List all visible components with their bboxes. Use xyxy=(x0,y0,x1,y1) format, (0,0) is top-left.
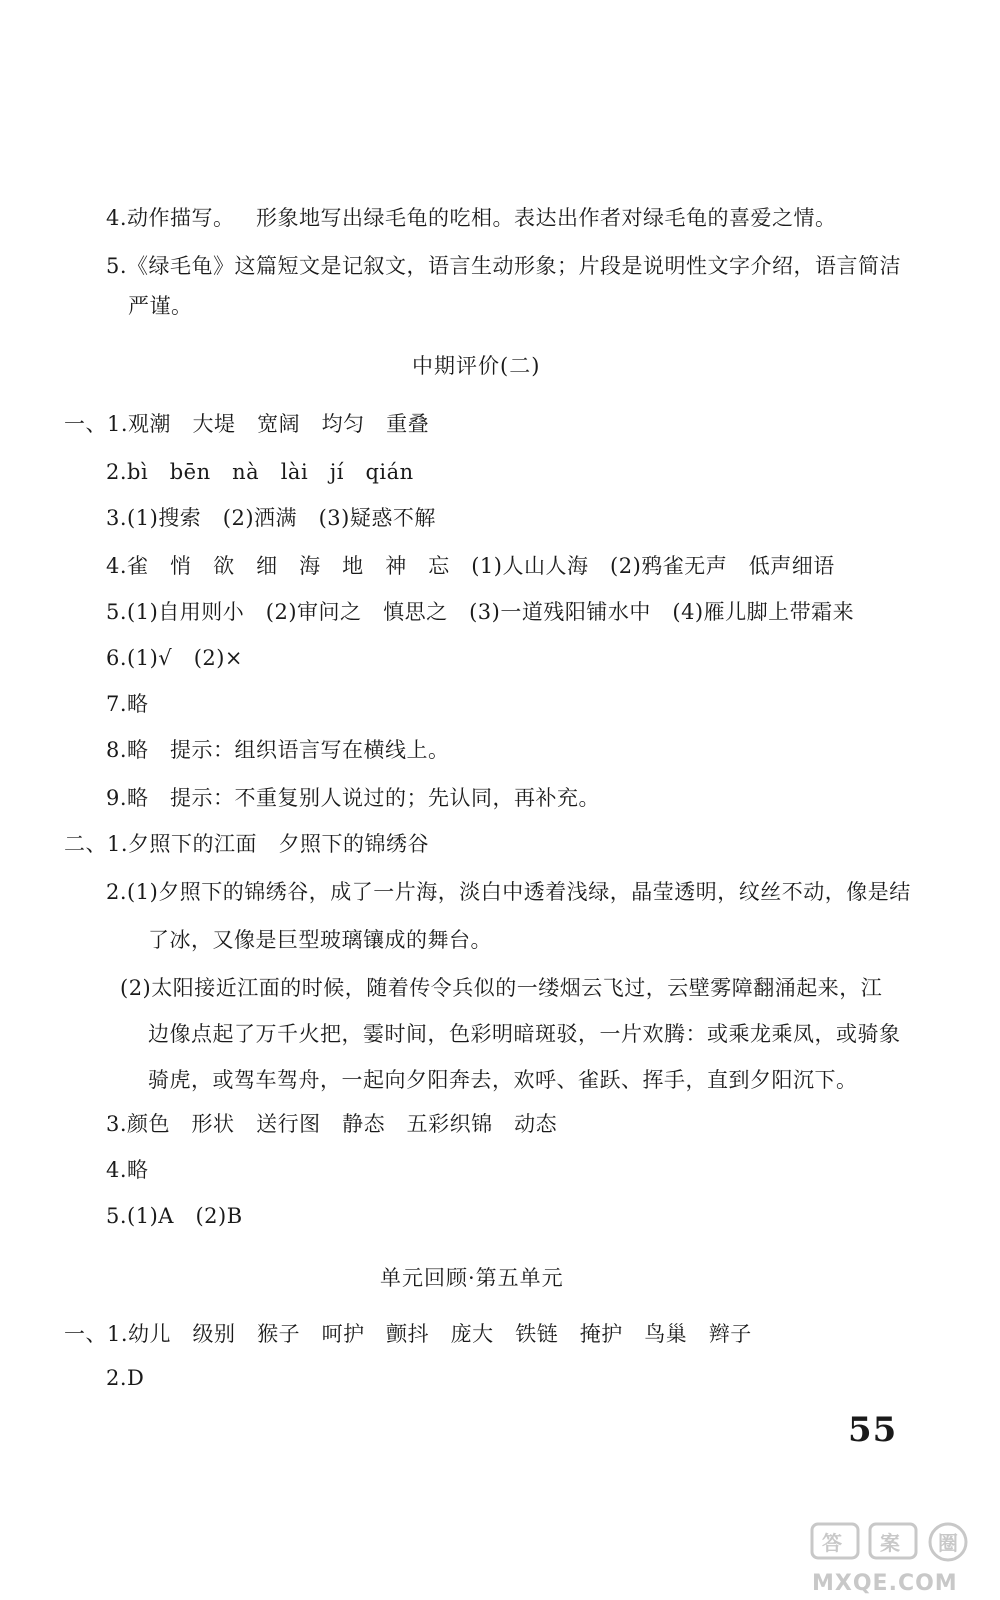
answer-line-5: 5.《绿毛龟》这篇短文是记叙文，语言生动形象；片段是说明性文字介绍，语言简洁 xyxy=(106,254,902,278)
answer-line-1-4: 4.雀 悄 欲 细 海 地 神 忘 (1)人山人海 (2)鸦雀无声 低声细语 xyxy=(106,554,835,578)
answer-line-1-2: 2.bì bēn nà lài jí qián xyxy=(106,460,414,484)
answer-line-2-1: 二、1.夕照下的江面 夕照下的锦绣谷 xyxy=(64,832,430,856)
svg-text:MXQE.COM: MXQE.COM xyxy=(812,1571,958,1596)
answer-line-unit-1-2: 2.D xyxy=(106,1366,145,1390)
section-heading-unit-review: 单元回顾·第五单元 xyxy=(380,1266,564,1290)
answer-line-1-5: 5.(1)自用则小 (2)审问之 慎思之 (3)一道残阳铺水中 (4)雁儿脚上带霜来 xyxy=(106,600,855,624)
svg-text:圈: 圈 xyxy=(938,1531,958,1555)
answer-line-1-9: 9.略 提示：不重复别人说过的；先认同，再补充。 xyxy=(106,786,601,810)
answer-line-2-2-continued: 了冰，又像是巨型玻璃镶成的舞台。 xyxy=(148,928,492,952)
answer-line-2-3: 3.颜色 形状 送行图 静态 五彩织锦 动态 xyxy=(106,1112,558,1136)
answer-line-1-6: 6.(1)√ (2)× xyxy=(106,646,244,670)
answer-line-2-2-part2-continued: 边像点起了万千火把，霎时间，色彩明暗斑驳，一片欢腾：或乘龙乘凤，或骑象 xyxy=(148,1022,901,1046)
answer-line-2-5: 5.(1)A (2)B xyxy=(106,1204,243,1228)
answer-line-1-8: 8.略 提示：组织语言写在横线上。 xyxy=(106,738,450,762)
answer-line-1-1: 一、1.观潮 大堤 宽阔 均匀 重叠 xyxy=(64,412,430,436)
answer-line-2-2-part2-end: 骑虎，或驾车驾舟，一起向夕阳奔去，欢呼、雀跃、挥手，直到夕阳沉下。 xyxy=(148,1068,858,1092)
answer-line-unit-1-1: 一、1.幼儿 级别 猴子 呵护 颤抖 庞大 铁链 掩护 鸟巢 辫子 xyxy=(64,1322,752,1346)
svg-text:案: 案 xyxy=(880,1531,900,1555)
section-heading-midterm: 中期评价(二) xyxy=(412,354,541,378)
answer-line-4: 4.动作描写。 形象地写出绿毛龟的吃相。表达出作者对绿毛龟的喜爱之情。 xyxy=(106,206,837,230)
answer-line-1-3: 3.(1)搜索 (2)洒满 (3)疑惑不解 xyxy=(106,506,436,530)
answer-line-1-7: 7.略 xyxy=(106,692,149,716)
watermark-logo xyxy=(808,1520,988,1596)
svg-text:答: 答 xyxy=(822,1531,842,1555)
answer-line-2-2: 2.(1)夕照下的锦绣谷，成了一片海，淡白中透着浅绿，晶莹透明，纹丝不动，像是结 xyxy=(106,880,911,904)
answer-line-2-2-part2: (2)太阳接近江面的时候，随着传令兵似的一缕烟云飞过，云壁雾障翻涌起来，江 xyxy=(120,976,883,1000)
answer-line-5-continued: 严谨。 xyxy=(128,294,193,318)
answer-line-2-4: 4.略 xyxy=(106,1158,149,1182)
page-number: 55 xyxy=(848,1410,898,1450)
